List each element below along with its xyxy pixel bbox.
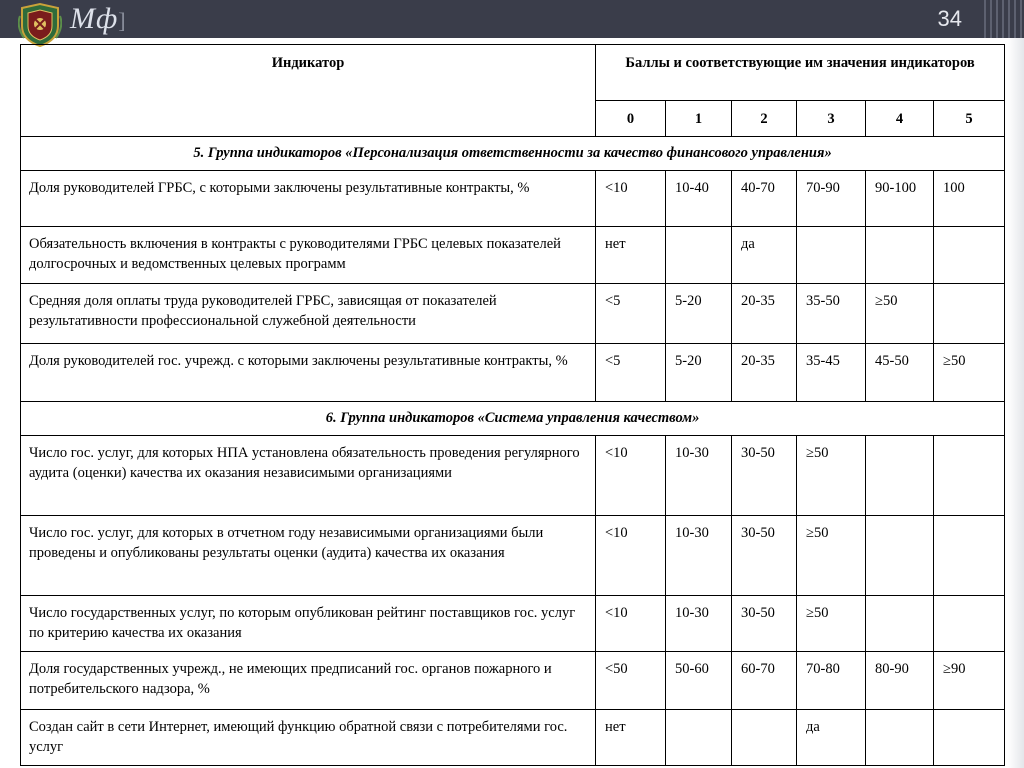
- score-value: да: [732, 227, 797, 284]
- score-value: 10-30: [666, 436, 732, 516]
- indicator-table: [20, 44, 1005, 766]
- score-value: 30-50: [732, 596, 797, 652]
- score-value: [866, 596, 934, 652]
- score-value: да: [797, 710, 866, 766]
- table-row: [21, 344, 1005, 402]
- score-value: 35-50: [797, 284, 866, 344]
- indicator-label: Доля государственных учрежд., не имеющих предписаний гос. органов пожарного и потребительского надзора, %: [21, 652, 596, 710]
- score-value: [732, 710, 797, 766]
- table-row: [21, 710, 1005, 766]
- score-value: [934, 516, 1005, 596]
- score-value: 20-35: [732, 284, 797, 344]
- score-value: <5: [596, 284, 666, 344]
- table-row: [21, 227, 1005, 284]
- title-bar: [0, 0, 1024, 38]
- score-value: <5: [596, 344, 666, 402]
- score-value: <10: [596, 516, 666, 596]
- score-value: ≥90: [934, 652, 1005, 710]
- group-row: [21, 402, 1005, 436]
- score-value: <50: [596, 652, 666, 710]
- table-row: [21, 652, 1005, 710]
- score-value: [666, 227, 732, 284]
- score-value: 10-30: [666, 596, 732, 652]
- score-value: 50-60: [666, 652, 732, 710]
- score-value: 10-40: [666, 171, 732, 227]
- indicator-label: Число гос. услуг, для которых в отчетном году независимыми организациями были проведены и опубликованы результаты оценки (аудита) качества их оказания: [21, 516, 596, 596]
- score-header: 4: [866, 101, 934, 137]
- score-value: 60-70: [732, 652, 797, 710]
- score-value: 90-100: [866, 171, 934, 227]
- score-header: 2: [732, 101, 797, 137]
- score-value: 70-90: [797, 171, 866, 227]
- table-row: [21, 436, 1005, 516]
- table-row: [21, 596, 1005, 652]
- score-value: 10-30: [666, 516, 732, 596]
- score-value: [666, 710, 732, 766]
- score-value: нет: [596, 227, 666, 284]
- score-header: 5: [934, 101, 1005, 137]
- score-value: ≥50: [934, 344, 1005, 402]
- score-value: [797, 227, 866, 284]
- score-value: <10: [596, 171, 666, 227]
- score-value: ≥50: [797, 516, 866, 596]
- score-value: [866, 710, 934, 766]
- score-value: [866, 516, 934, 596]
- decorative-stripes: [984, 0, 1024, 38]
- table-header-row: [21, 45, 1005, 101]
- score-value: 5-20: [666, 344, 732, 402]
- indicator-label: Доля руководителей гос. учрежд. с которыми заключены результативные контракты, %: [21, 344, 596, 402]
- score-value: ≥50: [797, 596, 866, 652]
- indicator-label: Создан сайт в сети Интернет, имеющий функцию обратной связи с потребителями гос. услуг: [21, 710, 596, 766]
- score-value: <10: [596, 436, 666, 516]
- score-value: 70-80: [797, 652, 866, 710]
- score-value: [866, 436, 934, 516]
- score-header: 1: [666, 101, 732, 137]
- score-value: [934, 284, 1005, 344]
- indicator-label: Средняя доля оплаты труда руководителей ГРБС, зависящая от показателей результативности профессиональной служебной деятельности: [21, 284, 596, 344]
- score-value: 100: [934, 171, 1005, 227]
- score-header: 3: [797, 101, 866, 137]
- score-value: 20-35: [732, 344, 797, 402]
- group-title: 6. Группа индикаторов «Система управления качеством»: [21, 402, 1005, 436]
- score-header: 0: [596, 101, 666, 137]
- scores-column-header: Баллы и соответствующие им значения индикаторов: [596, 45, 1005, 101]
- score-value: ≥50: [866, 284, 934, 344]
- score-value: 35-45: [797, 344, 866, 402]
- score-value: 45-50: [866, 344, 934, 402]
- score-value: 80-90: [866, 652, 934, 710]
- score-value: 30-50: [732, 436, 797, 516]
- score-value: ≥50: [797, 436, 866, 516]
- page-number: 34: [937, 6, 962, 31]
- score-value: [934, 436, 1005, 516]
- group-row: [21, 137, 1005, 171]
- table-row: [21, 284, 1005, 344]
- score-value: нет: [596, 710, 666, 766]
- score-value: <10: [596, 596, 666, 652]
- score-value: 40-70: [732, 171, 797, 227]
- score-value: [934, 596, 1005, 652]
- coat-of-arms-icon: [18, 2, 62, 48]
- table-row: [21, 516, 1005, 596]
- score-value: 5-20: [666, 284, 732, 344]
- indicator-label: Доля руководителей ГРБС, с которыми заключены результативные контракты, %: [21, 171, 596, 227]
- table-row: [21, 171, 1005, 227]
- score-value: [934, 227, 1005, 284]
- score-value: [866, 227, 934, 284]
- indicator-label: Число государственных услуг, по которым опубликован рейтинг поставщиков гос. услуг по критерию качества их оказания: [21, 596, 596, 652]
- indicator-label: Число гос. услуг, для которых НПА установлена обязательность проведения регулярного аудита (оценки) качества их оказания независимыми организациями: [21, 436, 596, 516]
- indicator-label: Обязательность включения в контракты с руководителями ГРБС целевых показателей долгосрочных и ведомственных целевых программ: [21, 227, 596, 284]
- group-title: 5. Группа индикаторов «Персонализация ответственности за качество финансового управления»: [21, 137, 1005, 171]
- score-value: 30-50: [732, 516, 797, 596]
- brand-text: Мф]: [70, 2, 127, 35]
- decorative-edge: [1008, 38, 1024, 768]
- score-value: [934, 710, 1005, 766]
- indicator-column-header: Индикатор: [21, 45, 596, 137]
